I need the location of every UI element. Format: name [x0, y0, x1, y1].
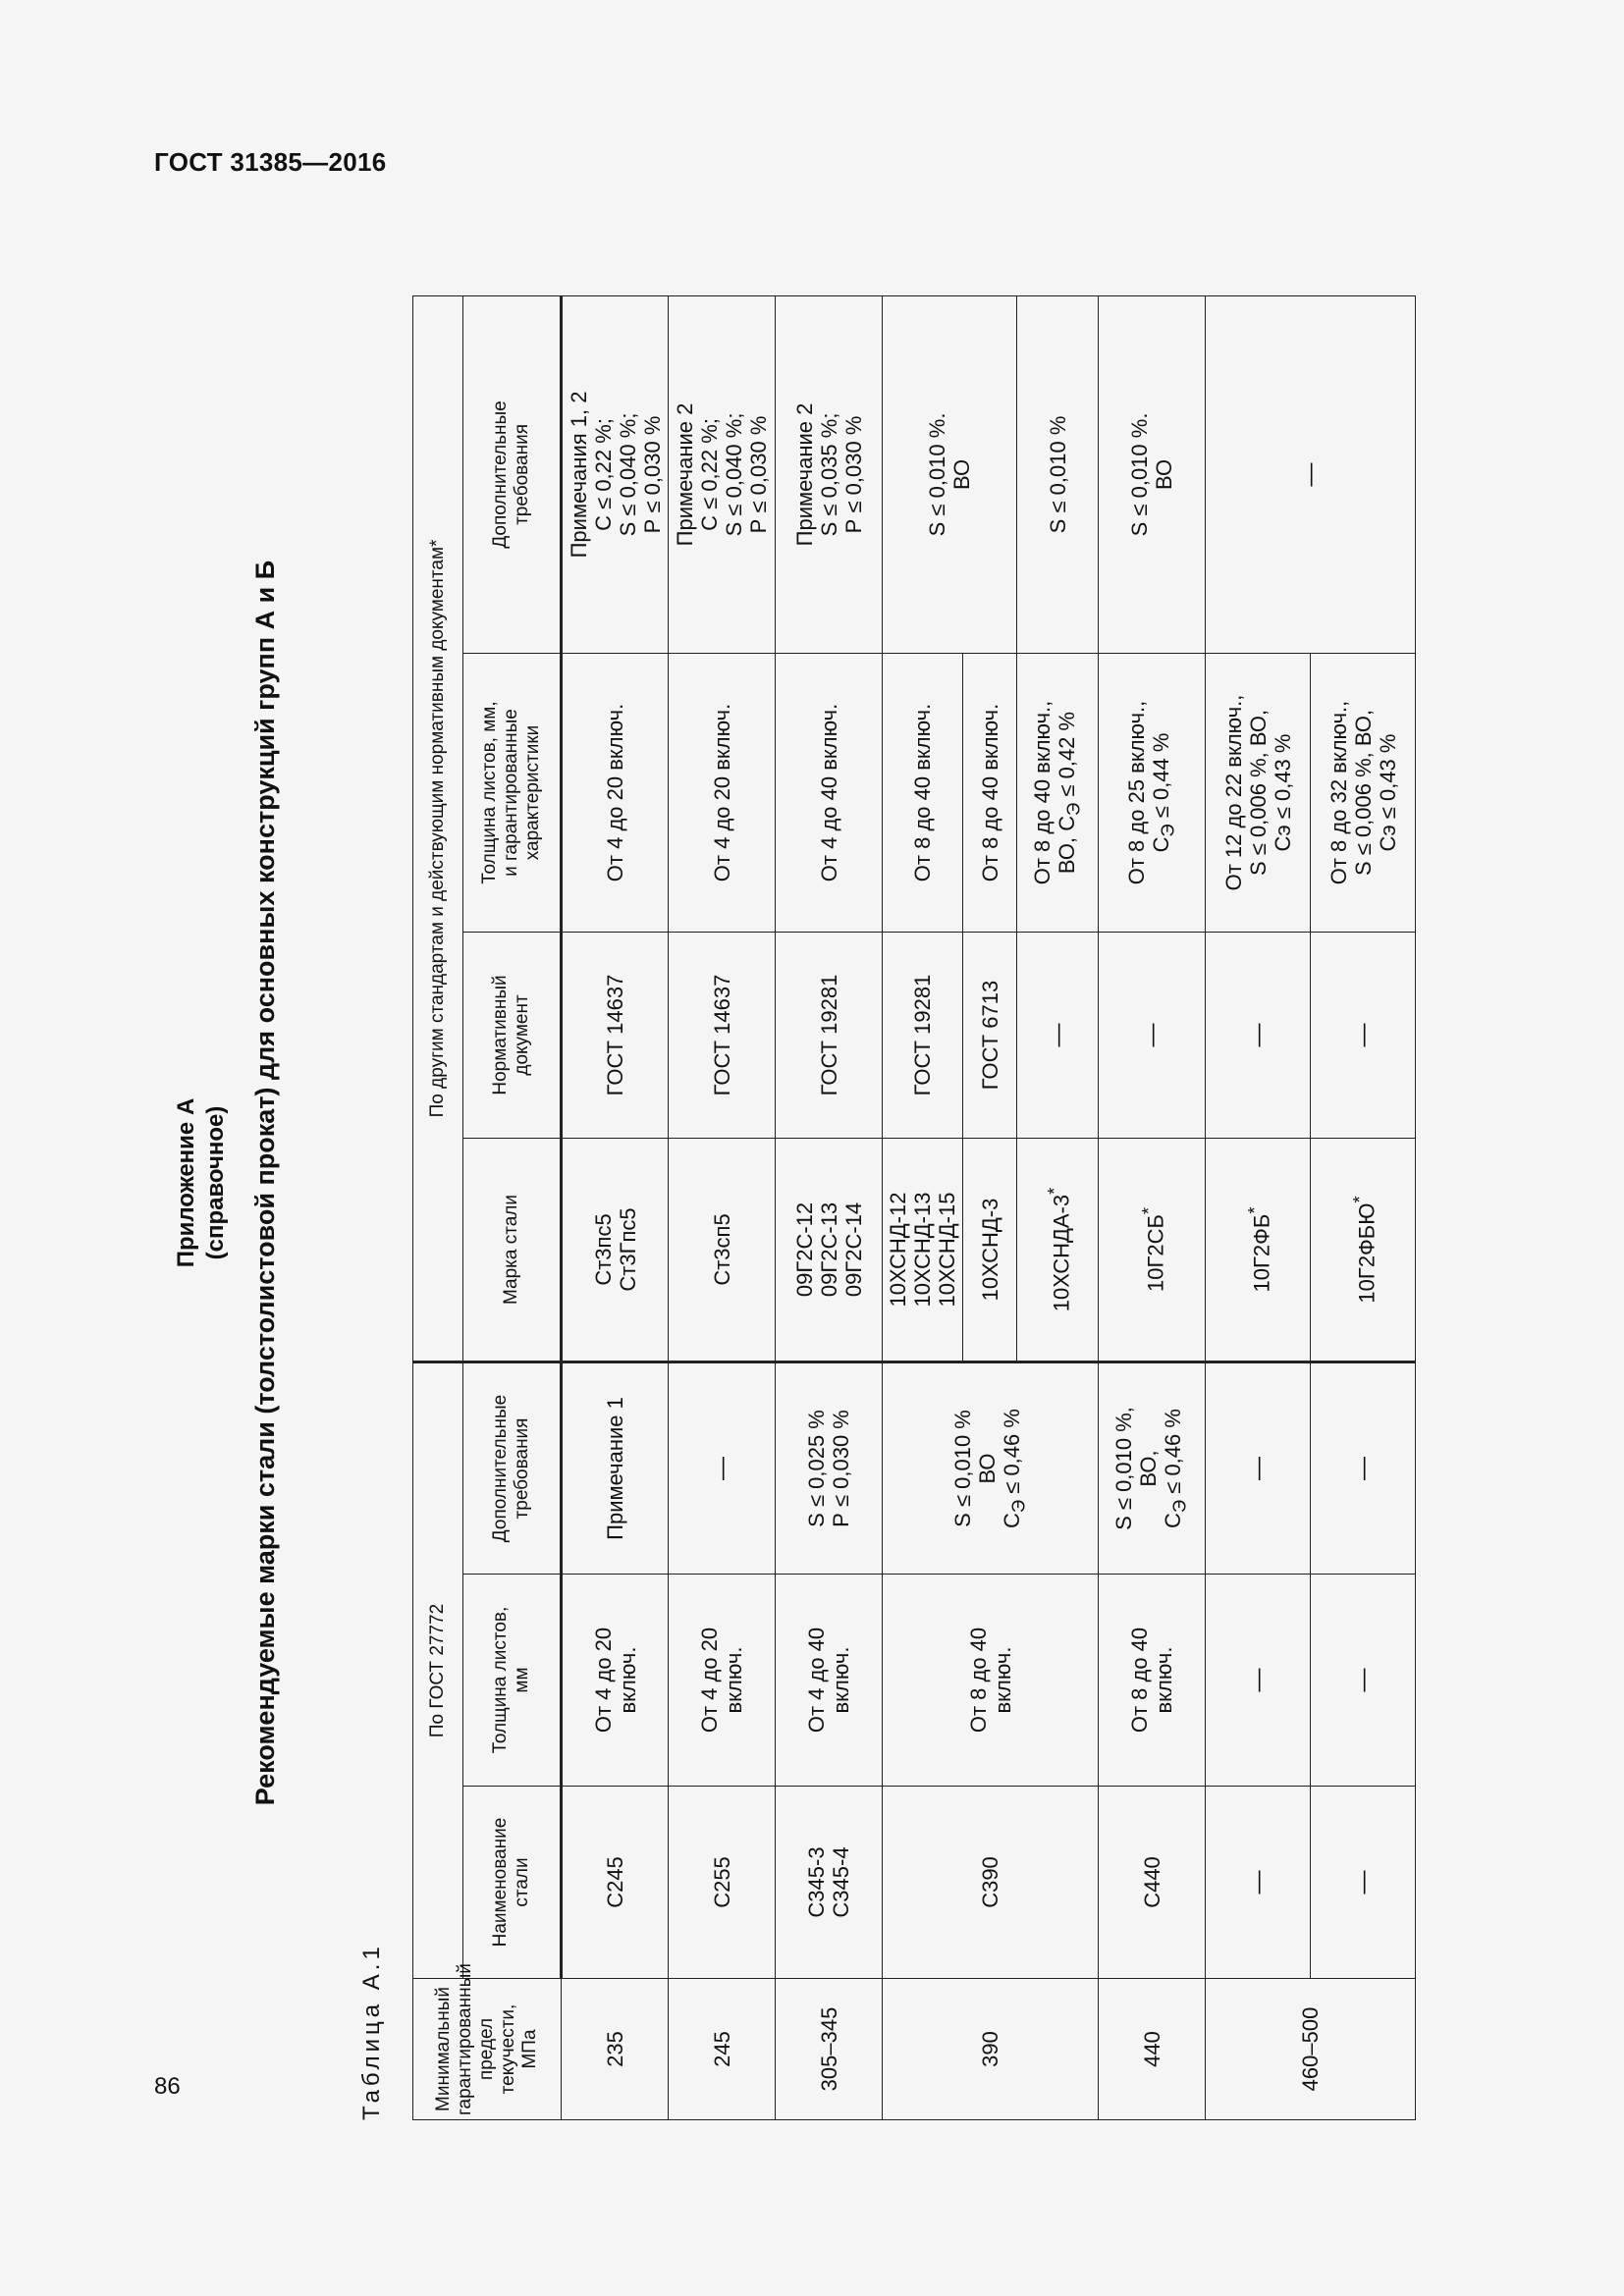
steel-grades-table	[412, 295, 1416, 2120]
appendix-title: Приложение А	[173, 1097, 199, 1268]
cell-additional-2: —	[1206, 295, 1416, 653]
cell-thickness: От 8 до 40 включ.	[883, 1575, 1099, 1787]
cell-min-yield: 460–500	[1206, 1979, 1416, 2120]
cell-additional: S ≤ 0,010 %, ВО, $С_Э \le 0,46$ %	[1099, 1362, 1206, 1574]
cell-steel-name: С440	[1099, 1787, 1206, 1979]
cell-thickness-2: От 8 до 25 включ., $С_Э \le 0,44$ %	[1099, 653, 1206, 932]
cell-grade: 10ХСНД-3	[963, 1138, 1017, 1362]
header-gost-27772: По ГОСТ 27772	[413, 1362, 463, 1978]
table-title: Рекомендуемые марки стали (толстолистовой прокат) для основных конструкций групп А и Б	[250, 560, 280, 1806]
cell-min-yield: 245	[669, 1979, 776, 2120]
cell-min-yield: 235	[562, 1979, 669, 2120]
cell-thickness-2: От 8 до 40 включ.	[883, 653, 963, 932]
cell-document: —	[1311, 932, 1416, 1138]
cell-document: ГОСТ 6713	[963, 932, 1017, 1138]
table-row	[883, 295, 963, 2119]
cell-thickness: От 4 до 40 включ.	[776, 1575, 883, 1787]
header-thickness-characteristics: Толщина листов, мм, и гарантированные характеристики	[463, 653, 562, 932]
cell-additional-2: Примечание 2 С ≤ 0,22 %; S ≤ 0,040 %; Р ≤ 0,030 %	[669, 295, 776, 653]
cell-min-yield: 440	[1099, 1979, 1206, 2120]
cell-document: —	[1099, 932, 1206, 1138]
cell-additional: —	[1206, 1362, 1311, 1574]
cell-steel-name: С390	[883, 1787, 1099, 1979]
header-normative-document: Нормативный документ	[463, 932, 562, 1138]
rotated-page-content	[152, 206, 1624, 2160]
cell-document: ГОСТ 14637	[562, 932, 669, 1138]
page-number: 86	[154, 2073, 181, 2100]
cell-thickness: От 4 до 20 включ.	[562, 1575, 669, 1787]
cell-thickness: —	[1206, 1575, 1311, 1787]
cell-additional-2: S ≤ 0,010 %. ВО	[883, 295, 1017, 653]
cell-grade: 10Г2ФБ*	[1206, 1138, 1311, 1362]
cell-document: ГОСТ 14637	[669, 932, 776, 1138]
appendix-heading	[172, 206, 231, 2160]
cell-additional: —	[1311, 1362, 1416, 1574]
cell-thickness-2: От 8 до 32 включ., S ≤ 0,006 %, ВО, Сэ ≤ 0,43 %	[1311, 653, 1416, 932]
cell-steel-name: С245	[562, 1787, 669, 1979]
cell-document: —	[1017, 932, 1099, 1138]
cell-grade: Ст3сп5	[669, 1138, 776, 1362]
requirement-carbon-equivalent: $С_Э \le 0,46$ %	[999, 1409, 1029, 1528]
cell-grade: Ст3пс5 Ст3Гпс5	[562, 1138, 669, 1362]
cell-thickness-2: От 12 до 22 включ., S ≤ 0,006 %, ВО, Сэ ≤ 0,43 %	[1206, 653, 1311, 932]
cell-grade: 10ХСНДА-3*	[1017, 1138, 1099, 1362]
appendix-type: (справочное)	[202, 1105, 229, 1260]
cell-thickness-2: От 8 до 40 включ., ВО, $С_Э \le 0,42$ %	[1017, 653, 1099, 932]
cell-grade: 09Г2С-12 09Г2С-13 09Г2С-14	[776, 1138, 883, 1362]
cell-thickness-2: От 4 до 40 включ.	[776, 653, 883, 932]
table-row	[776, 295, 883, 2119]
header-min-yield: Минимальный гарантированный предел текучести, МПа	[413, 1979, 562, 2120]
cell-steel-name: С255	[669, 1787, 776, 1979]
header-additional-requirements-2: Дополнительные требования	[463, 295, 562, 653]
cell-additional: S ≤ 0,025 % Р ≤ 0,030 %	[776, 1362, 883, 1574]
requirement-vo: ВО	[974, 1453, 1000, 1484]
cell-grade: 10Г2СБ*	[1099, 1138, 1206, 1362]
cell-min-yield: 305–345	[776, 1979, 883, 2120]
cell-thickness: От 4 до 20 включ.	[669, 1575, 776, 1787]
header-sheet-thickness: Толщина листов, мм	[463, 1575, 562, 1787]
header-steel-name: Наименование стали	[463, 1787, 562, 1979]
cell-document: ГОСТ 19281	[883, 932, 963, 1138]
table-row	[669, 295, 776, 2119]
cell-additional-2: Примечание 2 S ≤ 0,035 %; Р ≤ 0,030 %	[776, 295, 883, 653]
cell-thickness: От 8 до 40 включ.	[1099, 1575, 1206, 1787]
cell-document: ГОСТ 19281	[776, 932, 883, 1138]
cell-grade: 10Г2ФБЮ*	[1311, 1138, 1416, 1362]
cell-thickness: —	[1311, 1575, 1416, 1787]
header-steel-grade: Марка стали	[463, 1138, 562, 1362]
table-row	[1206, 295, 1311, 2119]
requirement-sulfur: S ≤ 0,010 %	[949, 1410, 975, 1527]
cell-additional: Примечание 1	[562, 1362, 669, 1574]
table-label: Таблица А.1	[358, 1943, 385, 2120]
document-header: ГОСТ 31385—2016	[154, 147, 387, 177]
cell-steel-name: —	[1311, 1787, 1416, 1979]
cell-additional-2: S ≤ 0,010 %	[1017, 295, 1099, 653]
cell-additional-2: Примечания 1, 2 С ≤ 0,22 %; S ≤ 0,040 %; Р ≤ 0,030 %	[562, 295, 669, 653]
header-other-standards: По другим стандартам и действующим нормативным документам*	[413, 295, 463, 1362]
cell-steel-name: —	[1206, 1787, 1311, 1979]
cell-min-yield: 390	[883, 1979, 1099, 2120]
cell-additional	[883, 1362, 1099, 1574]
table-row	[562, 295, 669, 2119]
header-additional-requirements: Дополнительные требования	[463, 1362, 562, 1574]
cell-document: —	[1206, 932, 1311, 1138]
cell-thickness-2: От 4 до 20 включ.	[669, 653, 776, 932]
table-row	[1099, 295, 1206, 2119]
cell-thickness-2: От 8 до 40 включ.	[963, 653, 1017, 932]
cell-grade: 10ХСНД-12 10ХСНД-13 10ХСНД-15	[883, 1138, 963, 1362]
cell-steel-name: С345-3 С345-4	[776, 1787, 883, 1979]
cell-thickness-2: От 4 до 20 включ.	[562, 653, 669, 932]
cell-additional-2: S ≤ 0,010 %. ВО	[1099, 295, 1206, 653]
cell-additional: —	[669, 1362, 776, 1574]
